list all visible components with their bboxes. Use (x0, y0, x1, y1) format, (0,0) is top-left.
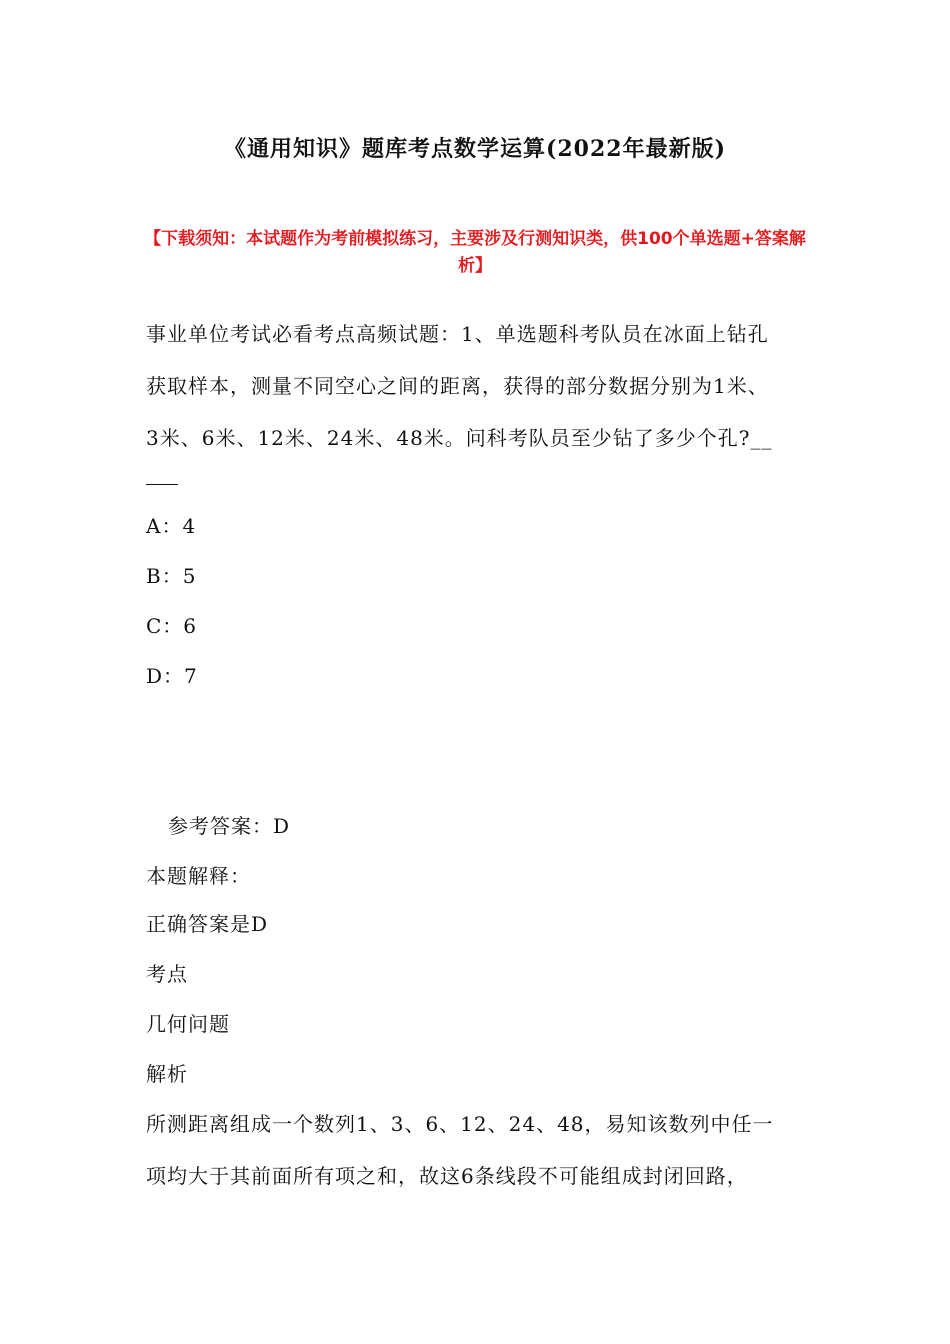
question-line-3: 3米、6米、12米、24米、48米。问科考队员至少钻了多少个孔?__ (146, 426, 773, 450)
question-line-2: 获取样本，测量不同空心之间的距离，获得的部分数据分别为1米、 (146, 374, 769, 398)
knowledge-point-value: 几何问题 (146, 1012, 230, 1036)
document-title: 《通用知识》题库考点数学运算(2022年最新版) (223, 136, 727, 162)
download-notice: 【下载须知：本试题作为考前模拟练习，主要涉及行测知识类，供100个单选题+答案解析】 (144, 229, 806, 276)
explanation-label: 本题解释： (146, 864, 251, 888)
analysis-label: 解析 (146, 1062, 188, 1086)
knowledge-point-label: 考点 (146, 962, 188, 986)
question-text (146, 308, 816, 485)
analysis-text (146, 1098, 818, 1202)
analysis-line-1: 所测距离组成一个数列1、3、6、12、24、48，易知该数列中任一 (146, 1112, 774, 1136)
option-c: C：6 (146, 614, 198, 638)
answer-blank-line (146, 484, 178, 485)
option-a: A：4 (146, 514, 197, 538)
reference-answer: 参考答案：D (168, 814, 291, 838)
analysis-line-2: 项均大于其前面所有项之和，故这6条线段不可能组成封闭回路， (146, 1164, 748, 1188)
question-line-1: 事业单位考试必看考点高频试题：1、单选题科考队员在冰面上钻孔 (146, 322, 769, 346)
correct-answer: 正确答案是D (146, 912, 269, 936)
option-b: B：5 (146, 564, 197, 588)
option-d: D：7 (146, 664, 198, 688)
